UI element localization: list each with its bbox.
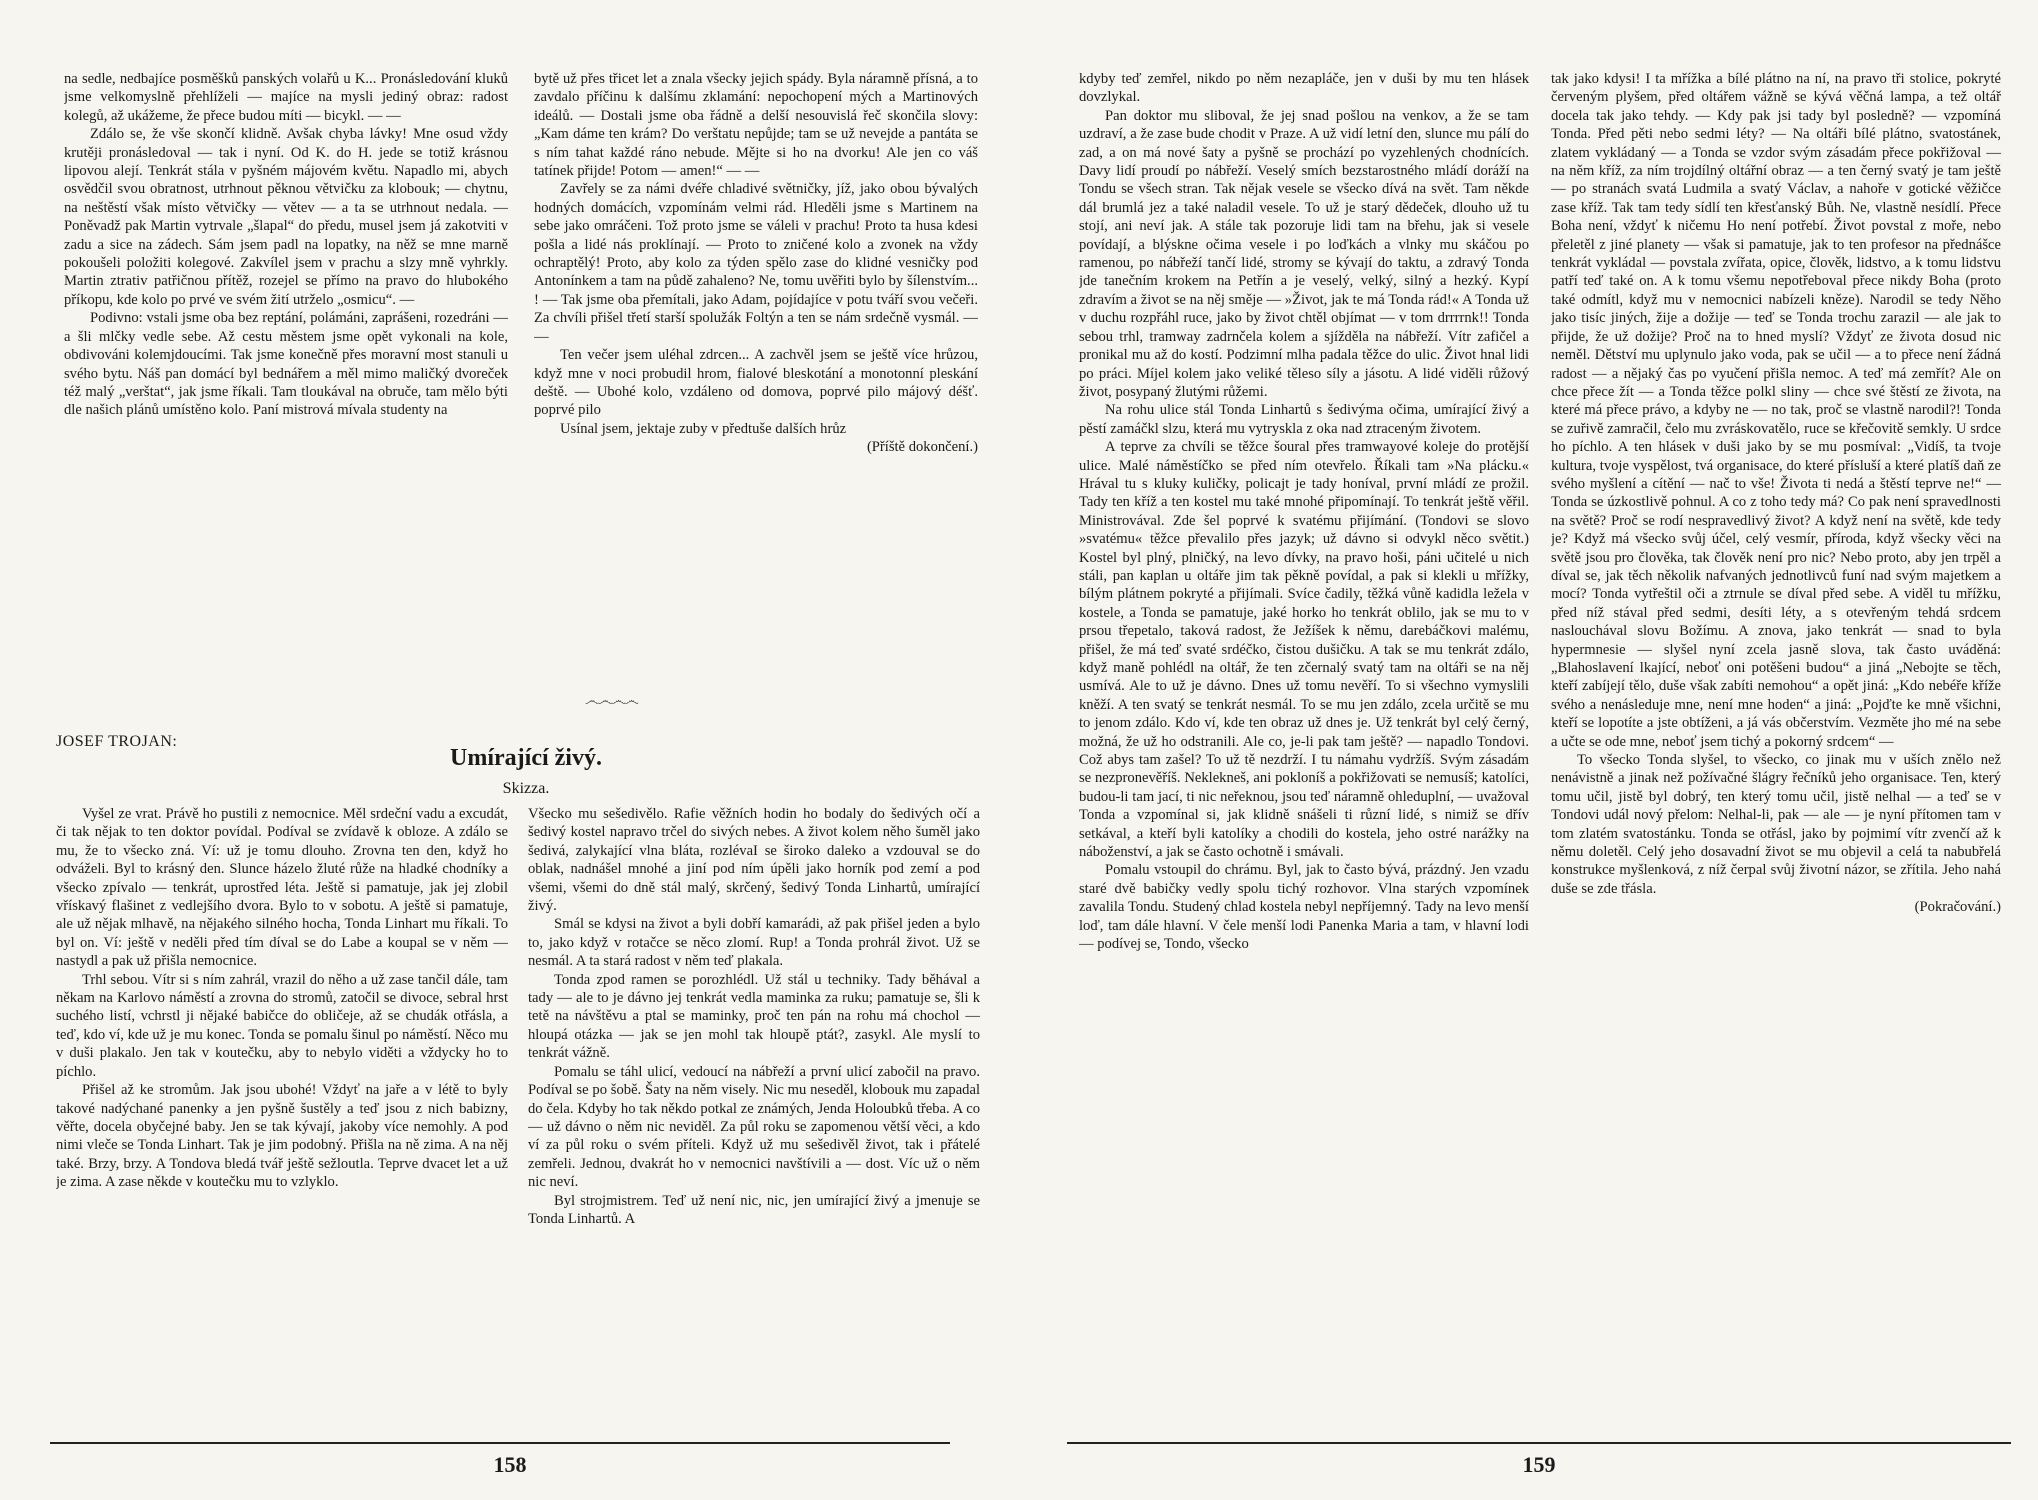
paragraph: bytě už přes třicet let a znala všecky jejich spády. Byla náramně přísná, a to zavdalo příčinu k dalšímu zklamání: nepochopení mých a Martinových ideálů. — Dostali jsme oba řádně a delší nesouvislá řeč skončila slovy: „Kam dáme ten krám? Do verštatu nepůjde; tam se už nevejde a pantáta se s ním tahat každé ráno nebude. Mějte si ho na dvorku! Ale jen co váš tatínek přijde! Potom — amen!“ — —: [534, 71, 978, 180]
paragraph: kdyby teď zemřel, nikdo po něm nezapláče, jen v duši by mu ten hlásek dovzlykal.: [1079, 71, 1529, 106]
paragraph: Pomalu se táhl ulicí, vedoucí na nábřeží a první ulicí zabočil na pravo. Podíval se po šobě. Šaty na něm visely. Nic mu neseděl, klobouk mu zapadal do čela. Kdyby ho tak někdo potkal ze známých, Jenda Holoubků třeba. A co — už dávno o něm nic neviděl. Za půl roku se zapomenou větší věci, a kdo ví za půl roku o svém příteli. Když už mu sešedivěl život, tak i přátelé zemřeli. Jednou, dvakrát ho v nemocnici navštívili a — dost. Víc už o něm nic neví.: [528, 1063, 980, 1191]
paragraph: Ten večer jsem uléhal zdrcen... A zachvěl jsem se ještě více hrůzou, když mne v noci probudil hrom, fialové bleskotání a monotonní pleskání deště. — Ubohé kolo, vzdáleno od domova, poprvé pilo májový déšť. poprvé pilo: [534, 347, 978, 419]
paragraph: tak jako kdysi! I ta mřížka a bílé plátno na ní, na pravo tři stolice, pokryté červeným plyšem, před oltářem vážně se kývá věčná lampa, a tež oltář docela tak jako tehdy. — Kdy pak jsi tady byl posledně? — vzpomíná Tonda. Před pěti nebo sedmi léty? — Na oltáři bílé plátno, svatostánek, zlatem vykládaný — a Tonda se vzdor svým zásadám přece pokřižoval — na něm kříž, za ním trojdílný oltářní obraz — a ten černý svatý je tam ještě — po stranách svatá Ludmila a svatý Václav, a nahoře v gotické věžičce zase kříž. Tak tam tedy sídlí ten křesťanský Bůh. Ne, vlastně nesídlí. Přece Boha není, vždyť k ničemu Ho není potřebí. Život povstal z moře, nebo přeletěl z jiné planety — však si pamatuje, jak to ten profesor na přednášce tenkrát vykládal — povstala zvířata, opice, člověk, lidstvo, a k tomu lidstvu patří teď také on. A k tomu všemu nepotřeboval přece nikdy Boha (proto také odmítl, když mu v nemocnici nabízeli kněze). Narodil se tedy Něho jako tisíc jiných, žije a dožije — teď se Tonda trochu zarazil — ale jak to přijde, že už dožije? Proč na to hned myslí? Vždyť ze života dosud nic neměl. Dětství mu uplynulo jako voda, pak se učil — a to přece není žádná radost — a nějaký čas po vyučení přišla nemoc. A teď má zemřít? Ale on chce přece žít — a Tonda těžce polkl sliny — chce své štěstí ze života, na které má přece právo, a kdyby ne — no tak, proč se vlastně narodil?! Tonda se zuřivě zamračil, čelo mu zvráskovatělo, ruce se křečovitě semkly. U srdce ho píchlo. A ten hlásek v duši jako by se mu posmíval: „Vidíš, ta tvoje kultura, tvoje vyspělost, tvá organisace, do které přísluší a které platíš daň ze svého myšlení a cítění — nač to vše! Života ti nedá a štěstí teprve ne!“ — Tonda se úzkostlivě pohnul. A co z toho tedy má? Co pak není spravedlnosti na světě? Proč se rodí nespravedlivý život? A když není na světě, kde tedy je? Když má všecko svůj účel, celý vesmír, příroda, když všecky věci na světě jsou pro člověka, tak člověk není pro nic? Nebo proto, aby jen trpěl a díval se, jak těch několik nafvaných jednotlivců funí nad svým majetkem a mocí? Tonda vytřeštil oči a ztrnule se díval před sebe. A viděl tu mřížku, před níž stával před sedmi, desíti léty, a s otevřeným tehdá srdcem naslouchával slovu Božímu. A znova, jako tenkrát — snad to byla hypermnesie — slyšel nyní zcela jasně slova, tak často uváděná: „Blahoslavení lkající, neboť oni potěšeni budou“ a jiná „Nebojte se těch, kteří zabíjejí tělo, duše však zabíti nemohou“ a opět jiná: „Kdo nebéře kříže svého a nenásleduje mne, není mne hoden“ a jiná: „Pojďte ke mně všichni, kteří se lopotíte a jste obtíženi, a já vás občerstvím. Vezměte jho mé na sebe a učte se ode mne, neboť jsem tichý a pokorný srdcem“ —: [1551, 71, 2001, 750]
paragraph: A teprve za chvíli se těžce šoural přes tramwayové koleje do protější ulice. Malé náměstíčko se před ním otevřelo. Říkali tam »Na plácku.« Hrával tu s kluky kuličky, policajt je tady honíval, první mládí ze prožil. Tady ten kříž a ten kostel mu také mnohé připomínají. To tenkrát ještě věřil. Ministrovával. Zde šel poprvé k svatému přijímání. (Tondovi se slovo »svatému« těžce převalilo přes jazyk; už dávno si odvykl něco světit.) Kostel byl plný, plničký, na levo dívky, na pravo hoši, páni učitelé u nich stáli, pan kaplan u oltáře jim tak pěkně povídal, a pak si klekli u mřížky, bílým plátnem pokryté a přijímali. Svíce čadily, těžká vůně kadidla ležela v kostele, a Tonda se pamatuje, jaké horko ho tenkrát oblilo, jak se mu to v prsou třepetalo, taková radost, že Ježíšek k němu, darebáčkovi malému, přišel, že má teď svaté srdéčko, čistou dušičku. A tak se mu tenkrát zdálo, když maně pohlédl na oltář, že ten zčernalý svatý tam na oltáři se na něj usmívá. Ale to už je dávno. Dnes už tomu nevěří. To si všechno vymyslili kněží. A ten svatý se tenkrát nesmál. To se mu jen zdálo, zcela určitě se mu to jenom zdálo. Kdo ví, kde ten obraz už dnes je. Už tenkrát byl celý černý, možná, že už ho odstranili. Ale co, je-li pak tam ještě? — napadlo Tondovi. Což abys tam zašel? To už tě nezdrží. I tu námahu vydržíš. Svým zásadám se nezpronevěříš. Neklekneš, ani pokloníš a pokřižovati se nemusíš; katolíci, budou-li tam jací, ti nic neřeknou, jsou teď náramně ohleduplní, — uvažoval Tonda a vzpomínal si, jak klidně snášeli ti různí lidé, s nimiž se dřív setkával, a kteří byli katolíky a chodili do kostela, jeho ostré narážky na náboženství, a jak se často ochotně i smávali.: [1079, 439, 1529, 861]
footer-rule: [50, 1442, 950, 1444]
paragraph: Podivno: vstali jsme oba bez reptání, polámáni, zaprášeni, rozedráni — a šli mlčky vedle sebe. Až cestu městem jsme opět vykonali na kole, obdivováni kolemjdoucími. Tak jsme konečně přes moravní most stanuli u svého bytu. Náš pan domácí byl bednářem a měl mimo maličký dvoreček též malý „verštat“, jak jsme říkali. Tam tloukával na obruče, tam mělo býti dle našich plánů umístěno kolo. Paní mistrová mívala studenty na: [64, 310, 508, 419]
column-left-story-2: [528, 805, 980, 1437]
page-number-right: 159: [1522, 1452, 1556, 1477]
to-be-continued-note: (Příště dokončení.): [866, 439, 978, 456]
story-subtitle: Skizza.: [502, 780, 550, 797]
paragraph: Smál se kdysi na život a byli dobří kamarádi, až pak přišel jeden a bylo to, jako když v rotačce se něco zlomí. Rup! a Tonda prohrál život. Už se nesmál. A ta stará radost v něm teď plakala.: [528, 916, 980, 970]
paragraph: Vyšel ze vrat. Právě ho pustili z nemocnice. Měl srdeční vadu a excudát, či tak nějak to ten doktor povídal. Podíval se zvídavě k obloze. A zdálo se mu, že to všecko zná. Ví: už je tomu dlouho. Zrovna ten den, když ho odváželi. Byl to krásný den. Slunce házelo žluté růže na hladké chodníky a všecko zpívalo — tenkrát, uprostřed léta. Ještě si pamatuje, jak jej zlobil vřískavý flašinet z vedlejšího dvora. Bylo to v sobotu. A ještě si pamatuje, ale už nějak mlhavě, na nějakého silného hocha, Tonda Linhart mu říkali. To byl on. Ví: ještě v neděli před tím díval se do Labe a koupal se v něm — nastydl a pak už přišla nemocnice.: [56, 806, 508, 970]
story-title: Umírající živý.: [450, 745, 602, 771]
column-right-2: [1551, 70, 2001, 1432]
right-page: [1019, 0, 2038, 1500]
column-right-1: [1079, 70, 1529, 1432]
page-number-left: 158: [493, 1452, 527, 1477]
column-left-story-1: [56, 805, 508, 1437]
column-left-top-1: [64, 70, 508, 688]
paragraph: Usínal jsem, jektaje zuby v předtuše dalších hrůz: [560, 420, 847, 437]
paragraph: Trhl sebou. Vítr si s ním zahrál, vrazil do něho a už zase tančil dále, tam někam na Karlovo náměstí a zrovna do stromů, zatočil se divoce, sebral hrst suchého listí, vchrstl ji nějaké babičce do obličeje, až se chudák otřásla, a teď, kdo ví, kde už je mu konec. Tonda se pomalu šinul po náměstí. Něco mu v duši plakalo. Jen tak v koutečku, aby to nebylo viděti a vždycky ho to píchlo.: [56, 971, 508, 1080]
to-be-continued-note: (Pokračování.): [1914, 899, 2001, 916]
paragraph: Byl strojmistrem. Teď už není nic, nic, jen umírající živý a jmenuje se Tonda Linhartů. A: [528, 1192, 980, 1227]
paragraph: To všecko Tonda slyšel, to všecko, co jinak mu v uších znělo než nenávistně a jinak než požívačné šlágry řečníků jeho organisace. Ten, který tomu učil, jistě byl dobrý, ten který tomu učil, jistě nelhal — a teď se v Tondovi udál nový přelom: Nelhal-li, pak — ale — je nyní přítomen tam v tom zlatém svatostánku. Tonda se otřásl, jako by pojmimí vítr zvenčí až k němu doletěl. Celý jeho dosavadní život se mu objevil a celá ta nabubřelá konstrukce myšlenková, z níž čerpal svůj životní názor, se zřítila. Jeho nahá duše se zde třásla.: [1551, 752, 2001, 897]
column-left-top-2: [534, 70, 978, 688]
paragraph: Na rohu ulice stál Tonda Linhartů s šedivýma očima, umírající živý a pěstí zamáčkl slzu, která mu vytryskla z oka nad ztraceným životem.: [1079, 402, 1529, 437]
paragraph: Zdálo se, že vše skončí klidně. Avšak chyba lávky! Mne osud vždy krutěji pronásledoval — tak i nyní. Od K. do H. jede se totiž krásnou lipovou alejí. Tenkrát stála v pyšném májovém květu. Napadlo mi, abych osvědčil svou obratnost, utrhnout pěknou větvičku za klobouk; — chytnu, na neštěstí však místo větvičky — větev — a ta se utrhnout nedala. — Poněvadž pak Martin vytrvale „šlapal“ do předu, musel jsem já zakotviti v zadu a sice na zádech. Sám jsem padl na lopatky, na něž se mne marně pokoušeli položiti kolegové. Zakvílel jsem v prachu a slzy mně vyhrkly. Martin ztrativ patřičnou přítěž, rozejel se přímo na pravo do hlubokého příkopu, kde kolo po prvé ve svém žití utrželo „osmicu“. —: [64, 126, 508, 308]
author-byline: JOSEF TROJAN:: [56, 733, 178, 750]
paragraph: Pan doktor mu sliboval, že jej snad pošlou na venkov, a že se tam uzdraví, a že zase bude chodit v Praze. A už vidí letní den, slunce mu pálí do zad, a on má nové šaty a pyšně se prochází po vyzehlených chodnících. Davy lidí proudí po nábřeží. Veselý smích bezstarostného mládí doráží na Tondu se všech stran. Tak nějak vesele se všecko dívá na svět. Tam někde dál brumlá jez a také naladil vesele. To už je starý dědeček, dlouho už tu stojí, ani neví jak. A stále tak pozoruje lidi tam na břehu, jak si vesele povídají, a blýskne očima vesele i po loďkách a vlnky mu skáčou po ramenou, po nábřeží tančí lidé, stromy se kývají do taktu, a zdravý Tonda jde tanečním krokem na Petřín a je veselý, velký, silný a hezký. Kypí zdravím a život se na něj směje — »Život, jak te má Tonda rád!« A Tonda už v duchu rozpřáhl ruce, jako by život chtěl objímat — v tom drrrrnk!! Tonda sebou trhl, tramway zadrnčela kolem a sjížděla na nábřeží. Vítr zafičel a pronikal mu až do kostí. Podzimní mlha padala těžce do ulic. Život hnal lidi po práci. Míjel kolem jako veliké těleso síly a jásotu. A lidé viděli růžový život, posypaný žlutými růžemi.: [1079, 107, 1529, 400]
paragraph: Zavřely se za námi dvéře chladivé světničky, jíž, jako obou bývalých hodných domácích, vzpomínám velmi rád. Hleděli jsme s Martinem na sebe jako omráčeni. Tož proto jsme se váleli v prachu! Proto ta husa kdesi pošla a lidé nás proklínají. — Proto to zničené kolo a zvonek na vždy ochraptělý! Proto, aby kolo za týden spělo zase do klidné vesničky pod Antonínkem a tam na půdě zahaleno? Ne, tomu uvěřiti bylo by šílenstvím... ! — Tak jsme oba přemítali, jako Adam, pojídajíce v potu tváří svou večeři. Za chvíli přišel třetí starší spolužák Foltýn a ten se nám srdečně vysmál. — —: [534, 181, 978, 345]
paragraph: na sedle, nedbajíce posměšků panských volařů u K... Pronásledování kluků jsme velkomyslně přehlíželi — majíce na mysli jediný obraz: radost kolegů, až ukážeme, že přece budou míti — bicykl. — —: [64, 71, 508, 124]
paragraph: Všecko mu sešedivělo. Rafie věžních hodin ho bodaly do šedivých očí a šedivý kostel napravo trčel do sivých nebes. A život kolem něho šuměl jako šedivá, zalykající vlna bláta, rozlévaI se široko daleko a vzdouval se do oblak, nadnášel mnohé a jiní pod ním úpěli jako horník pod zemí a pod všemi, všemi do dně stál malý, skrčený, šedivý Tonda Linhartů, umírající živý.: [528, 806, 980, 915]
paragraph: Pomalu vstoupil do chrámu. Byl, jak to často bývá, prázdný. Jen vzadu staré dvě babičky vedly spolu tichý rozhovor. Vlna starých vzpomínek zavalila Tondu. Studený chlad kostela nebyl nepříjemný. Tady na levo menší loď, tam dále hlavní. V čele menší lodi Panenka Maria a tam, v hlavní lodi — podívej se, Tondo, všecko: [1079, 862, 1529, 953]
section-ornament: ෴෴෴෴: [585, 693, 638, 709]
paragraph: Přišel až ke stromům. Jak jsou ubohé! Vždyť na jaře a v létě to byly takové nadýchané panenky a jen pyšně šustěly a teď jsou z nich babizny, věřte, docela obyčejné baby. Jen se tak kývají, jakoby více nemohly. A pod nimi vleče se Tonda Linhart. Tak je jim podobný. Přišla na ně zima. A na něj také. Brzy, brzy. A Tondova bledá tvář ještě sežloutla. Teprve dvacet let a už je zima. A zase někde v koutečku mu to vzlyklo.: [56, 1082, 508, 1191]
paragraph: Tonda zpod ramen se porozhlédl. Už stál u techniky. Tady běhával a tady — ale to je dávno jej tenkrát vedla maminka za ruku; pamatuje se, šli k tetě na návštěvu a ptal se maminky, proč ten pán na rohu má chochol — hloupá otázka — jak se jen mohl tak hloupě ptát?, zasykl. Ale myslí to tenkrát vážně.: [528, 971, 980, 1062]
footer-rule: [1067, 1442, 2011, 1444]
